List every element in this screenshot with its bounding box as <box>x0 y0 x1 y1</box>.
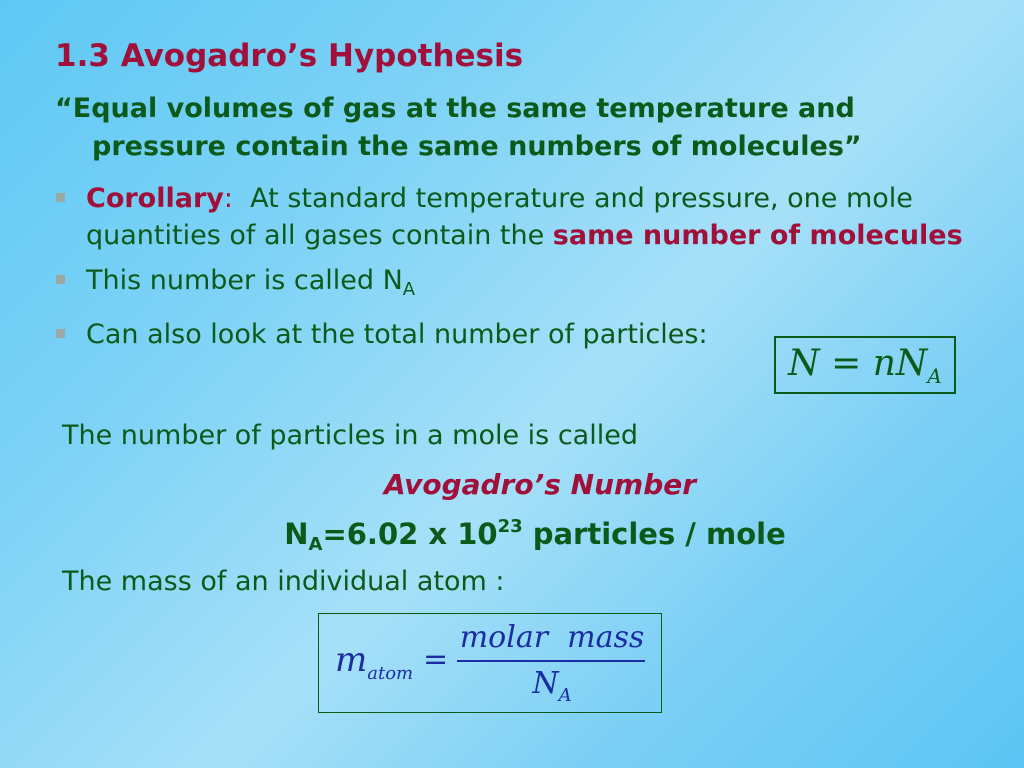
formula-eq: = <box>831 343 862 384</box>
formula-n-equals-nna <box>774 336 956 394</box>
mass-lhs-sub: atom <box>367 663 414 684</box>
mass-numerator: molar mass <box>459 620 645 655</box>
na-value: =6.02 x 10 <box>322 517 498 551</box>
bullet-list <box>55 180 985 361</box>
corollary-label: Corollary <box>86 183 224 214</box>
particles-paragraph: The number of particles in a mole is called <box>62 420 638 451</box>
bullet-text: This number is called N <box>86 265 403 296</box>
hypothesis-quote <box>55 90 975 166</box>
bullet-subscript: A <box>402 279 416 300</box>
corollary-emphasis: same number of molecules <box>552 220 963 251</box>
mass-denominator-symbol: N <box>532 666 559 701</box>
formula-rhs: nN <box>872 343 928 384</box>
bullet-called-na <box>55 262 985 308</box>
slide-title: 1.3 Avogadro’s Hypothesis <box>55 38 524 74</box>
mass-lhs-symbol: m <box>335 640 368 680</box>
mass-eq: = <box>423 642 449 677</box>
avogadro-value-line <box>0 516 1024 555</box>
na-symbol-sub: A <box>308 534 323 555</box>
bullet-marker-icon <box>56 275 65 284</box>
bullet-marker-icon <box>56 193 65 202</box>
bullet-corollary <box>55 180 985 254</box>
quote-line-2: pressure contain the same numbers of molecules” <box>92 131 862 162</box>
fraction-bar <box>457 660 645 662</box>
quote-line-1: “Equal volumes of gas at the same temperature and <box>55 93 855 124</box>
bullet-text: Can also look at the total number of particles: <box>86 319 708 350</box>
corollary-text: At standard temperature and pressure, one mole quantities of all gases contain the <box>86 183 922 251</box>
na-symbol: N <box>284 517 309 551</box>
na-exponent: 23 <box>497 516 523 537</box>
formula-rhs-sub: A <box>927 364 942 388</box>
mass-lhs <box>335 640 413 684</box>
mass-denominator-sub: A <box>558 685 572 706</box>
mass-denominator <box>457 666 647 706</box>
na-unit: particles / mole <box>522 517 786 551</box>
corollary-colon: : <box>223 183 233 214</box>
bullet-marker-icon <box>56 329 65 338</box>
formula-lhs: N <box>788 343 820 384</box>
avogadro-number-label: Avogadro’s Number <box>383 468 697 501</box>
formula-atom-mass <box>318 613 662 713</box>
mass-paragraph: The mass of an individual atom : <box>62 566 505 597</box>
